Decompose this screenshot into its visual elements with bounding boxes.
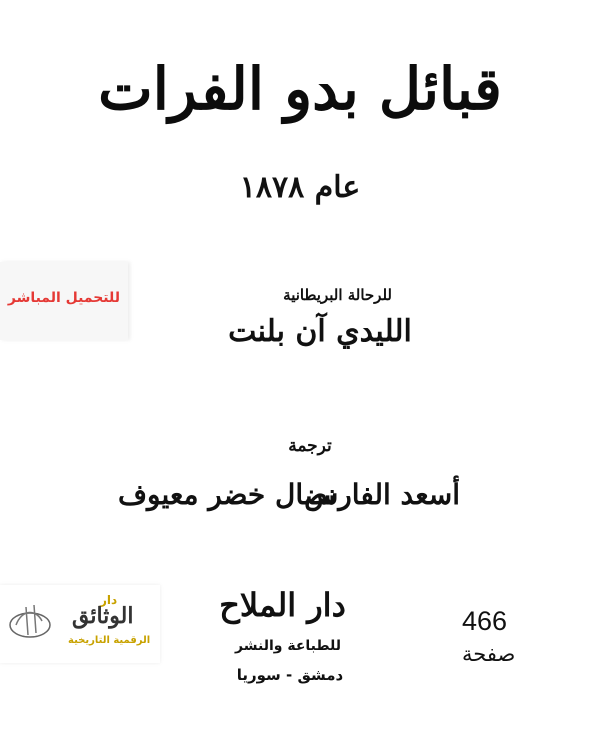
- translator-name: نضال خضر معيوف: [118, 478, 336, 511]
- calligraphy-seal-icon: [6, 599, 54, 643]
- book-year: عام ١٨٧٨: [239, 170, 361, 205]
- logo-name: الوثائق: [72, 603, 134, 629]
- page-count-unit: صفحة: [462, 643, 516, 666]
- watermark-logo: [0, 585, 160, 663]
- logo-dar: دار: [100, 593, 118, 607]
- translation-label: ترجمة: [288, 436, 332, 456]
- publisher-city: دمشق - سوريا: [236, 666, 344, 684]
- author-name: الليدي آن بلنت: [228, 314, 412, 349]
- book-title: قبائل بدو الفرات: [98, 55, 502, 123]
- translator-name: أسعد الفارس: [304, 478, 460, 511]
- page-count: 466: [462, 606, 508, 636]
- download-banner-label: للتحميل المباشر: [7, 290, 120, 306]
- author-attribution: للرحالة البريطانية: [283, 286, 392, 304]
- publisher-tagline: للطباعة والنشر: [235, 638, 341, 654]
- publisher-logo: [205, 585, 360, 625]
- logo-subtitle: الرقمية التاريخية: [68, 635, 151, 646]
- publisher-name: دار الملاح: [219, 586, 346, 624]
